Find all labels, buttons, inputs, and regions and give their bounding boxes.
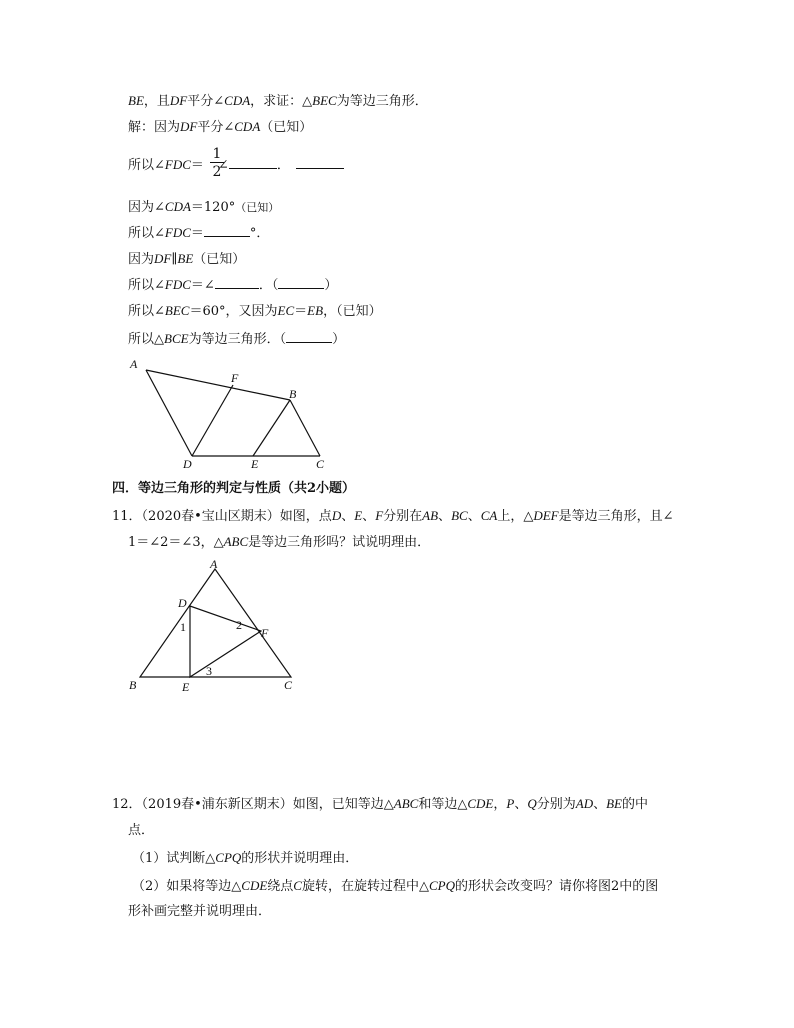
- solution-line-4: [128, 224, 269, 243]
- solution-line-3: [128, 198, 279, 217]
- label-e: E: [182, 680, 190, 694]
- text: （1）试判断△: [132, 851, 216, 866]
- seg-be: BE: [177, 251, 194, 266]
- angle-fdc: FDC: [164, 225, 191, 240]
- solution-line-2: [128, 156, 344, 175]
- answer-blank[interactable]: [215, 276, 259, 289]
- angle-label-3: 3: [206, 664, 212, 678]
- problem12-line-2: 点．: [128, 823, 155, 838]
- answer-blank[interactable]: [229, 156, 277, 169]
- problem-number: 12．: [112, 797, 142, 812]
- angle-fdc: FDC: [164, 157, 191, 172]
- label-b: B: [129, 678, 137, 692]
- label-b: B: [289, 387, 297, 401]
- tri-cde: CDE: [241, 878, 268, 893]
- text: 解：因为: [128, 120, 181, 135]
- text: 、: [593, 797, 607, 812]
- label-d: D: [178, 596, 187, 610]
- text: （2）如果将等边△: [132, 879, 242, 894]
- text: （2020春•宝山区期末）如图，点: [141, 509, 332, 524]
- fraction-denominator: 2: [212, 164, 222, 180]
- text: ∥: [171, 252, 178, 267]
- text: ＝: [294, 304, 308, 319]
- angle-fdc: FDC: [164, 277, 191, 292]
- text: 绕点: [267, 879, 294, 894]
- text: ）: [324, 278, 338, 293]
- fraction-numerator: 1: [210, 146, 224, 163]
- point-c: C: [293, 878, 302, 893]
- solution-line-6: [128, 276, 337, 295]
- text: 所以∠: [128, 226, 165, 241]
- text: 旋转，在旋转过程中△: [301, 879, 429, 894]
- angle-bec: BEC: [164, 303, 190, 318]
- solution-line-7: [128, 302, 382, 321]
- reason-blank[interactable]: [278, 276, 324, 289]
- seg-ec: EC: [277, 303, 295, 318]
- seg-ad: AD: [575, 796, 594, 811]
- segment-df: [192, 385, 233, 456]
- text: 为等边三角形．: [188, 332, 280, 347]
- solution-line-5: [128, 250, 245, 269]
- text: ，且: [143, 94, 170, 109]
- point-e: E: [354, 508, 363, 523]
- text: 和等边△: [418, 797, 468, 812]
- problem12-question-2-cont: 形补画完整并说明理由．: [128, 904, 272, 919]
- text: 为等边三角形．: [336, 94, 428, 109]
- angle-cda: CDA: [164, 199, 191, 214]
- text: （: [279, 332, 287, 347]
- text: ，又因为: [225, 304, 278, 319]
- text: 上，△: [497, 509, 534, 524]
- problem11-line-1: [112, 507, 674, 526]
- seg-ca: CA: [480, 508, 498, 523]
- text: 1＝∠2＝∠3，△: [128, 535, 224, 550]
- point-f: F: [375, 508, 384, 523]
- seg-be: BE: [128, 93, 144, 108]
- angle-cda: CDA: [234, 119, 261, 134]
- text: 是等边三角形，且∠: [558, 509, 674, 524]
- point-p: P: [506, 796, 515, 811]
- tri-abc: ABC: [223, 534, 249, 549]
- seg-df: DF: [154, 251, 172, 266]
- seg-ab: AB: [422, 508, 439, 523]
- text: 所以∠: [128, 304, 165, 319]
- seg-df: DF: [169, 93, 188, 108]
- text: ）: [332, 332, 346, 347]
- label-f: F: [261, 626, 269, 640]
- seg-df: DF: [180, 119, 198, 134]
- text: ＝: [190, 278, 204, 293]
- text: 所以∠: [128, 278, 165, 293]
- solution-line-1: [128, 118, 312, 137]
- figure-quadrilateral: [120, 352, 340, 474]
- label-f: F: [231, 371, 239, 385]
- label-c: C: [284, 678, 293, 692]
- problem12-question-2: [132, 877, 658, 896]
- text: ∠: [203, 278, 215, 293]
- problem11-line-2: [128, 533, 430, 552]
- text: 是等边三角形吗？试说明理由．: [248, 535, 431, 550]
- text: 的形状会改变吗？请你将图2中的图: [454, 879, 659, 894]
- text: （: [271, 278, 279, 293]
- text: 、: [341, 509, 355, 524]
- text: ，求证：△: [250, 94, 313, 109]
- text: （已知）: [260, 120, 313, 135]
- figure-equilateral-triangles: [124, 555, 304, 695]
- text: ．: [258, 278, 272, 293]
- tri-bce: BCE: [164, 331, 189, 346]
- text: °．: [249, 226, 270, 241]
- text: 因为∠: [128, 200, 165, 215]
- seg-be: BE: [606, 796, 622, 811]
- text: （已知）: [235, 201, 280, 214]
- tri-cpq: CPQ: [428, 878, 455, 893]
- segment-bc: [290, 400, 320, 456]
- label-d: D: [183, 457, 192, 471]
- seg-bc: BC: [451, 508, 468, 523]
- segment-eb: [253, 400, 290, 456]
- answer-blank[interactable]: [296, 156, 344, 169]
- tri-cde: CDE: [467, 796, 494, 811]
- label-e: E: [251, 457, 259, 471]
- triangle-def: [190, 606, 261, 677]
- text: ，（已知）: [323, 304, 382, 319]
- problem10-statement: [128, 92, 428, 111]
- text: 的中: [622, 797, 649, 812]
- angle-label-1: 1: [180, 620, 186, 634]
- text: 所以∠: [128, 158, 165, 173]
- point-d: D: [331, 508, 342, 523]
- text: ＝: [190, 226, 204, 241]
- text: ∠: [217, 158, 229, 173]
- angle-cda: CDA: [224, 93, 251, 108]
- text: 的形状并说明理由．: [241, 851, 359, 866]
- problem12-question-1: [132, 849, 358, 868]
- tri-cpq: CPQ: [215, 850, 242, 865]
- text: 、: [362, 509, 376, 524]
- text: 、: [514, 797, 528, 812]
- segment-ab: [146, 370, 290, 400]
- text: ＝60°: [189, 304, 226, 319]
- label-a: A: [210, 557, 218, 571]
- problem-number: 11．: [112, 509, 142, 524]
- fraction-half: [210, 146, 224, 181]
- text: ＝: [190, 158, 204, 173]
- text: 因为: [128, 252, 155, 267]
- tri-def: DEF: [533, 508, 559, 523]
- tri-bec: BEC: [312, 93, 337, 108]
- tri-abc: ABC: [393, 796, 419, 811]
- reason-blank[interactable]: [286, 330, 332, 343]
- text: 分别在: [383, 509, 423, 524]
- label-c: C: [316, 457, 325, 471]
- point-q: Q: [527, 796, 537, 811]
- label-a: A: [130, 357, 138, 371]
- text: 所以△: [128, 332, 164, 347]
- text: 分别为: [536, 797, 576, 812]
- problem12-line-1: [112, 795, 648, 814]
- text: 平分∠: [197, 120, 235, 135]
- text: （已知）: [193, 252, 246, 267]
- section-title: 四．等边三角形的判定与性质（共2小题）: [112, 481, 356, 496]
- solution-line-8: [128, 330, 345, 349]
- angle-label-2: 2: [236, 618, 242, 632]
- text: 平分∠: [187, 94, 225, 109]
- text: ．: [276, 158, 290, 173]
- text: （2019春•浦东新区期末）如图，已知等边△: [141, 797, 394, 812]
- text: 、: [438, 509, 452, 524]
- text: ＝120°: [190, 200, 236, 215]
- text: 、: [467, 509, 481, 524]
- answer-blank[interactable]: [204, 224, 250, 237]
- segment-ad: [146, 370, 192, 456]
- text: ，: [493, 797, 507, 812]
- seg-eb: EB: [307, 303, 324, 318]
